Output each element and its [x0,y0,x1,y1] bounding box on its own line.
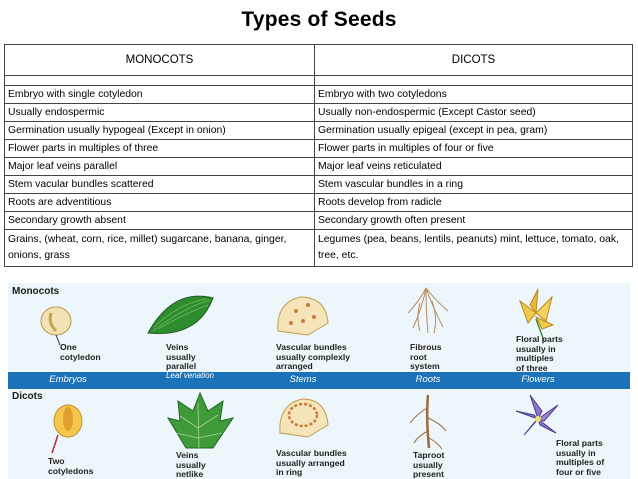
netlike-leaf-icon [168,393,233,448]
band-leaf-venation-label: Leaf venation [165,371,215,380]
band-flowers-label: Flowers [521,374,555,385]
monocot-flower-caption: Floral parts usually in multiples of three [516,334,563,373]
dicot-cell: Legumes (pea, beans, lentils, peanuts) mint, lettuce, tomato, oak, tree, etc. [315,230,633,267]
dicot-cell: Usually non-endospermic (Except Castor seed) [315,104,633,122]
monocot-leaf-caption: Veins usually parallel [166,342,197,371]
table-row [5,176,633,194]
dicots-section-label: Dicots [12,391,43,402]
two-cotyledons-embryo-icon [52,405,82,453]
scattered-bundles-stem-icon [278,297,328,335]
header-dicots: DICOTS [315,45,633,76]
table-row [5,158,633,176]
monocot-cell: Grains, (wheat, corn, rice, millet) sugarcane, banana, ginger, onions, grass [5,230,315,267]
band-embryos-label: Embryos [49,374,87,385]
five-part-flower-icon [516,395,558,435]
dicot-cell: Roots develop from radicle [315,194,633,212]
dicot-stem-caption: Vascular bundles usually arranged in ring [276,448,347,477]
table-row [5,230,633,267]
ring-bundles-stem-icon [280,399,328,437]
monocot-cell: Flower parts in multiples of three [5,140,315,158]
monocot-cell: Secondary growth absent [5,212,315,230]
monocot-root-caption: Fibrous root system [410,342,442,371]
dicot-cell: Major leaf veins reticulated [315,158,633,176]
dicot-cell: Stem vascular bundles in a ring [315,176,633,194]
table-spacer-row [5,76,633,86]
monocot-cell: Embryo with single cotyledon [5,86,315,104]
table-row [5,212,633,230]
dicot-cell: Flower parts in multiples of four or five [315,140,633,158]
table-row [5,104,633,122]
comparison-table [4,44,633,267]
monocot-embryo-caption: One cotyledon [60,342,101,362]
dicot-root-caption: Taproot usually present [413,450,445,479]
table-header-row [5,45,633,76]
header-monocots: MONOCOTS [5,45,315,76]
one-cotyledon-embryo-icon [41,307,71,345]
table-row [5,86,633,104]
dicot-embryo-caption: Two cotyledons [48,456,94,476]
band-roots-label: Roots [415,374,441,385]
fibrous-root-icon [408,288,448,333]
dicot-flower-caption: Floral parts usually in multiples of four or five [556,438,605,477]
page-title: Types of Seeds [241,8,397,31]
monocot-cell: Roots are adventitious [5,194,315,212]
dicot-cell: Embryo with two cotyledons [315,86,633,104]
dicot-cell: Germination usually epigeal (except in pea, gram) [315,122,633,140]
monocots-section-label: Monocots [12,286,60,297]
monocot-cell: Usually endospermic [5,104,315,122]
monocot-cell: Germination usually hypogeal (Except in onion) [5,122,315,140]
taproot-icon [410,395,446,449]
monocot-stem-caption: Vascular bundles usually complexly arranged [276,342,351,371]
monocot-cell: Stem vacular bundles scattered [5,176,315,194]
dicot-leaf-caption: Veins usually netlike [176,450,206,479]
dicot-cell: Secondary growth often present [315,212,633,230]
table-row [5,122,633,140]
table-row [5,140,633,158]
monocot-dicot-illustration [8,283,630,479]
parallel-leaf-icon [148,296,213,333]
monocot-cell: Major leaf veins parallel [5,158,315,176]
band-stems-label: Stems [289,374,317,385]
table-row [5,194,633,212]
